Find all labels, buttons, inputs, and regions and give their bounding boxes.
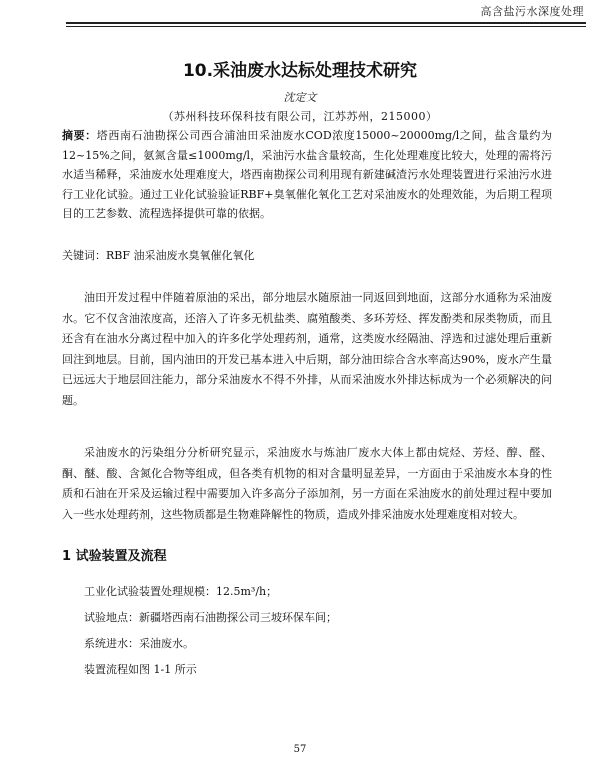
- keywords: 关键词：RBF 油采油废水臭氧催化氧化: [62, 249, 255, 262]
- abstract-text: 塔西南石油勘探公司西合浦油田采油废水COD浓度15000~20000mg/l之间，盐含量约为12~15%之间，氨氮含量≤1000mg/l，采油污水盐含量较高，生化处理难度比较大，处理的需将污水适当稀释，采油废水处理难度大，塔西南勘探公司利用现有新建碱渣污水处理装置进行采油污水进行工业化试验。通过工业化试验验证RBF+臭氧催化氧化工艺对采油废水的处理效能，为后期工程项目的工艺参数、流程选择提供可靠的依据。: [62, 129, 553, 221]
- header-rule: [66, 22, 586, 27]
- body-paragraph-1: 油田开发过程中伴随着原油的采出，部分地层水随原油一同返回到地面，这部分水通称为采油废水。它不仅含油浓度高，还溶入了许多无机盐类、腐殖酸类、多环芳烃、挥发酚类和尿类物质，而且还含有在油水分离过程中加入的许多化学处理药剂，通常，这类废水经隔油、浮选和过滤处理后重新回注到地层。目前，国内油田的开发已基本进入中后期，部分油田综合含水率高达90%，废水产生量已远远大于地层回注能力，部分采油废水不得不外排，从而采油废水外排达标成为一个必须解决的问题。: [62, 291, 552, 407]
- abstract: [62, 126, 552, 224]
- detail-capacity: 工业化试验装置处理规模：12.5m³/h；: [84, 585, 278, 598]
- article-author: 沈定文: [283, 91, 317, 104]
- article-title: 10.采油废水达标处理技术研究: [182, 61, 418, 81]
- abstract-label: 摘要：: [62, 129, 97, 142]
- running-header: 高含盐污水深度处理: [480, 5, 584, 18]
- page-number: 57: [293, 744, 307, 755]
- detail-influent: 系统进水：采油废水。: [84, 637, 194, 650]
- section-heading: 1 试验装置及流程: [62, 549, 167, 564]
- detail-flow-reference: 装置流程如图 1-1 所示: [84, 663, 197, 676]
- body-paragraph-2: 采油废水的污染组分分析研究显示，采油废水与炼油厂废水大体上都由烷烃、芳烃、醇、醛、酮、醚、酸、含氮化合物等组成，但各类有机物的相对含量明显差异，一方面由于采油废水本身的性质和石油在开采及运输过程中需要加入许多高分子添加剂，另一方面在采油废水的前处理过程中要加入一些水处理药剂，这些物质都是生物难降解性的物质，造成外排采油废水处理难度相对较大。: [62, 446, 552, 521]
- author-affiliation: （苏州科技环保科技有限公司，江苏苏州，215000）: [162, 110, 438, 123]
- detail-location: 试验地点：新疆塔西南石油勘探公司三坡环保车间；: [84, 611, 337, 624]
